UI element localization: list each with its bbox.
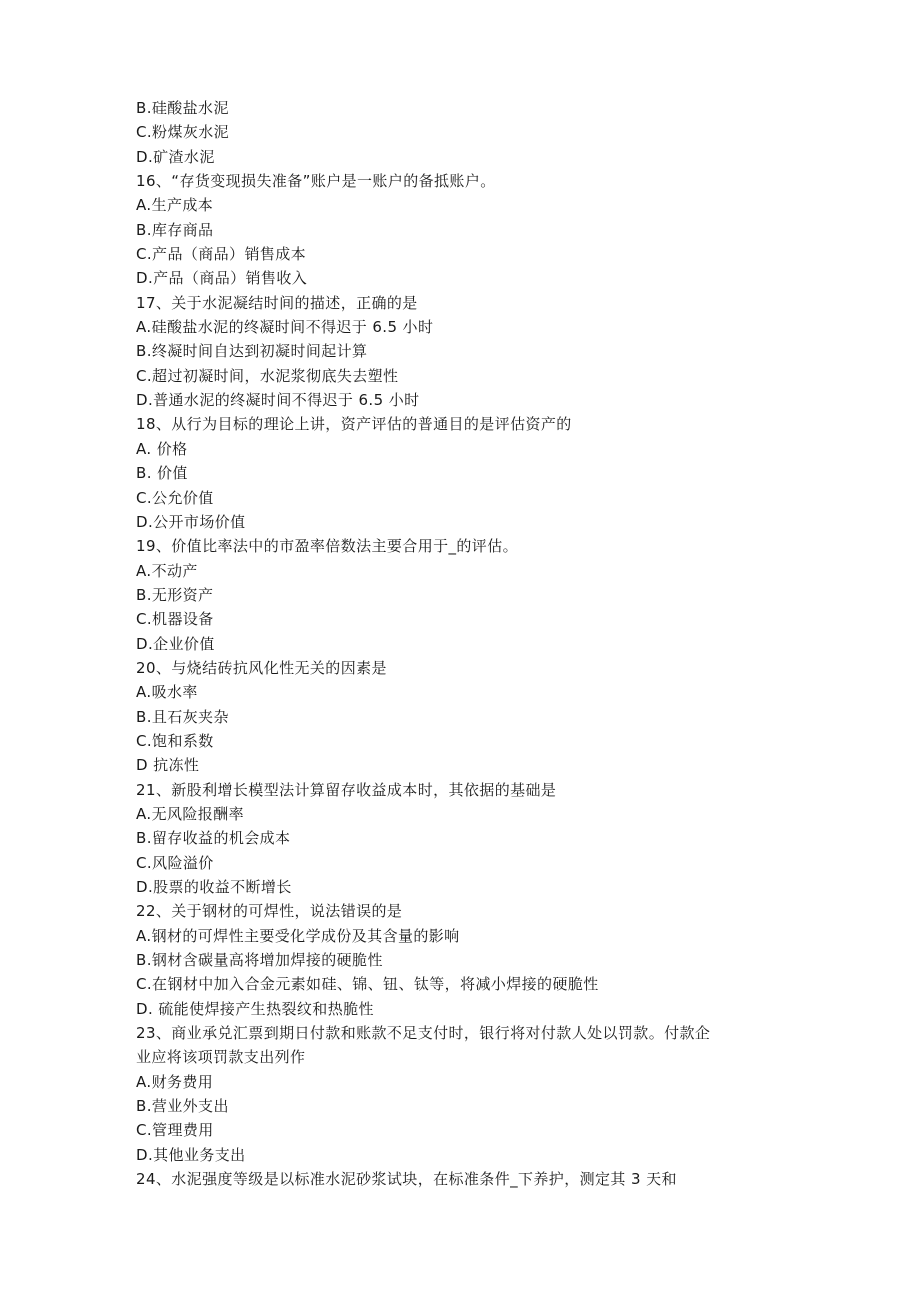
- option-line: C.超过初凝时间，水泥浆彻底失去塑性: [136, 366, 399, 385]
- option-line: D. 硫能使焊接产生热裂纹和热脆性: [136, 999, 374, 1018]
- option-line: C.粉煤灰水泥: [136, 123, 230, 142]
- question-24: 24、水泥强度等级是以标准水泥砂浆试块，在标准条件_下养护，测定其 3 天和: [136, 1170, 677, 1189]
- option-line: A.钢材的可焊性主要受化学成份及其含量的影响: [136, 926, 460, 945]
- option-line: B.钢材含碳量高将增加焊接的硬脆性: [136, 951, 383, 970]
- question-21: 21、新股利增长模型法计算留存收益成本时，其依据的基础是: [136, 780, 557, 799]
- option-line: D.矿渣水泥: [136, 147, 215, 166]
- option-line: A.无风险报酬率: [136, 804, 244, 823]
- option-line: A.不动产: [136, 561, 198, 580]
- question-19: 19、价值比率法中的市盈率倍数法主要合用于_的评估。: [136, 537, 518, 556]
- option-line: D.股票的收益不断增长: [136, 878, 292, 896]
- question-18: 18、从行为目标的理论上讲，资产评估的普通目的是评估资产的: [136, 415, 572, 434]
- option-line: D.企业价值: [136, 634, 215, 653]
- option-line: B.无形资产: [136, 585, 214, 604]
- option-line: A.生产成本: [136, 196, 214, 215]
- option-line: C.机器设备: [136, 610, 214, 629]
- option-line: A. 价格: [136, 439, 188, 458]
- question-23-continued: 业应将该项罚款支出列作: [136, 1048, 306, 1067]
- option-line: A.吸水率: [136, 683, 198, 702]
- question-22: 22、关于钢材的可焊性，说法错误的是: [136, 902, 403, 921]
- option-line: B.终凝时间自达到初凝时间起计算: [136, 342, 368, 361]
- option-line: D.产品（商品）销售收入: [136, 269, 308, 288]
- document-body: [136, 96, 796, 1191]
- option-line: B.库存商品: [136, 220, 214, 239]
- option-line: C.公允价值: [136, 488, 214, 507]
- option-line: A.财务费用: [136, 1072, 214, 1091]
- option-line: B.营业外支出: [136, 1097, 229, 1116]
- option-line: B.且石灰夹杂: [136, 707, 229, 726]
- option-line: B. 价值: [136, 464, 188, 483]
- option-line: C.风险溢价: [136, 853, 214, 872]
- option-line: C.在钢材中加入合金元素如硅、锦、钮、钛等，将减小焊接的硬脆性: [136, 975, 599, 994]
- option-line: D.其他业务支出: [136, 1145, 246, 1164]
- option-line: D 抗冻性: [136, 756, 200, 775]
- option-line: A.硅酸盐水泥的终凝时间不得迟于 6.5 小时: [136, 318, 434, 337]
- question-16: 16、“存货变现损失准备”账户是一账户的备抵账户。: [136, 172, 496, 191]
- option-line: C.产品（商品）销售成本: [136, 245, 307, 264]
- option-line: B.留存收益的机会成本: [136, 829, 291, 848]
- option-line: D.公开市场价值: [136, 512, 246, 531]
- question-20: 20、与烧结砖抗风化性无关的因素是: [136, 658, 387, 677]
- option-line: C.管理费用: [136, 1121, 214, 1140]
- option-line: D.普通水泥的终凝时间不得迟于 6.5 小时: [136, 391, 420, 410]
- option-line: B.硅酸盐水泥: [136, 99, 229, 117]
- option-line: C.饱和系数: [136, 731, 214, 750]
- question-17: 17、关于水泥凝结时间的描述，正确的是: [136, 293, 418, 312]
- question-23: 23、商业承兑汇票到期日付款和账款不足支付时，银行将对付款人处以罚款。付款企: [136, 1024, 711, 1043]
